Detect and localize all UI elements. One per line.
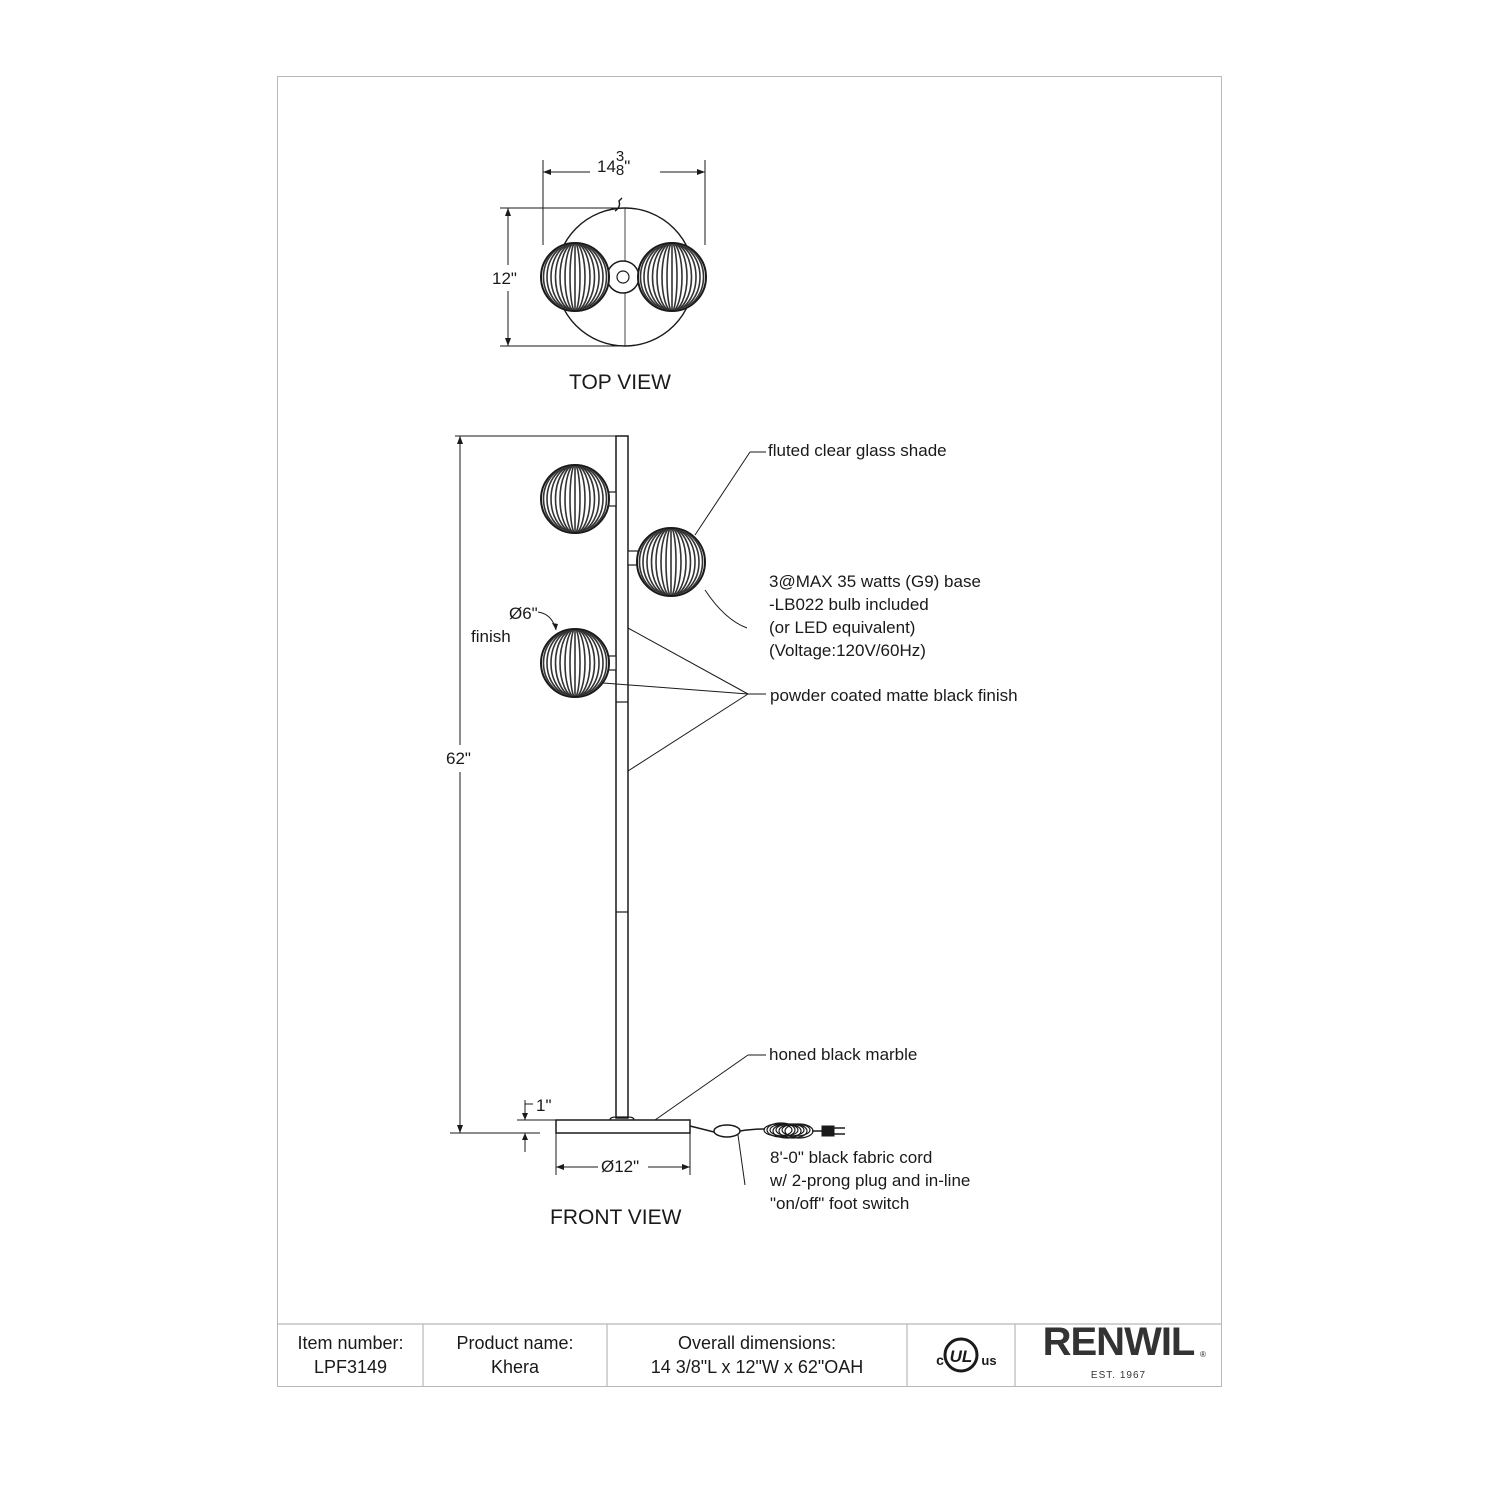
finish-left-label: finish — [471, 627, 511, 646]
base-thickness-dimension: 1" — [536, 1096, 552, 1115]
item-number-cell — [278, 1324, 423, 1386]
top-view-shade-right — [638, 243, 706, 311]
shade-diameter-dimension: Ø6" — [509, 604, 538, 623]
cord-callout-line-1: 8'-0" black fabric cord — [770, 1148, 933, 1167]
front-shade-lower — [541, 629, 609, 697]
brand-cell — [1015, 1320, 1222, 1386]
front-shade-right — [637, 528, 705, 596]
certification-cell — [907, 1324, 1015, 1386]
ul-c-text: c — [936, 1352, 944, 1368]
foot-switch — [714, 1125, 740, 1137]
pole — [616, 436, 628, 1118]
bulb-callout-line-2: -LB022 bulb included — [769, 595, 929, 614]
leader-diameter — [538, 612, 556, 630]
overall-dimensions-value: 14 3/8"L x 12"W x 62"OAH — [650, 1357, 864, 1377]
brand-logo: RENWIL — [1042, 1320, 1195, 1364]
plug — [822, 1126, 834, 1136]
leader-shade — [695, 452, 750, 535]
leader-bulb — [705, 590, 747, 628]
top-width-dimension: 14 3 8 " — [597, 147, 631, 179]
ul-us-text: us — [981, 1353, 997, 1368]
shade-callout: fluted clear glass shade — [768, 441, 947, 460]
overall-dimensions-cell — [607, 1324, 907, 1386]
fraction-numerator: 3 — [615, 147, 625, 165]
top-view-shade-left — [541, 243, 609, 311]
brand-established: EST. 1967 — [1090, 1370, 1147, 1381]
ul-mark-text: UL — [949, 1347, 973, 1366]
product-name-cell — [423, 1324, 607, 1386]
marble-base — [556, 1120, 690, 1133]
top-depth-dimension: 12" — [492, 269, 517, 288]
front-shade-upper — [541, 465, 609, 533]
cord-callout-line-2: w/ 2-prong plug and in-line — [770, 1171, 971, 1190]
cord-callout-line-3: "on/off" foot switch — [770, 1194, 910, 1213]
base-diameter-dimension: Ø12" — [601, 1157, 640, 1176]
ul-listed-icon — [921, 1335, 1001, 1375]
product-name-label: Product name: — [456, 1333, 574, 1353]
finish-callout: powder coated matte black finish — [770, 686, 1018, 705]
leader-marble — [655, 1055, 748, 1120]
leader-finish-3 — [628, 694, 748, 771]
item-number-label: Item number: — [297, 1333, 404, 1353]
top-view-title: TOP VIEW — [569, 371, 671, 394]
front-view-title: FRONT VIEW — [550, 1206, 682, 1229]
cord-coil — [764, 1123, 813, 1138]
registered-mark: ® — [1200, 1350, 1206, 1359]
height-dimension: 62" — [446, 749, 471, 768]
leader-finish-1 — [628, 628, 748, 694]
product-name-value: Khera — [490, 1357, 540, 1377]
leader-cord — [738, 1135, 745, 1185]
bulb-callout-line-4: (Voltage:120V/60Hz) — [769, 641, 926, 660]
overall-dimensions-label: Overall dimensions: — [677, 1333, 837, 1353]
bulb-callout-line-3: (or LED equivalent) — [769, 618, 916, 637]
marble-callout: honed black marble — [769, 1045, 918, 1064]
bulb-callout-line-1: 3@MAX 35 watts (G9) base — [769, 572, 981, 591]
fraction-denominator: 8 — [615, 161, 625, 179]
top-view-hub — [607, 261, 639, 293]
item-number-value: LPF3149 — [313, 1357, 388, 1377]
